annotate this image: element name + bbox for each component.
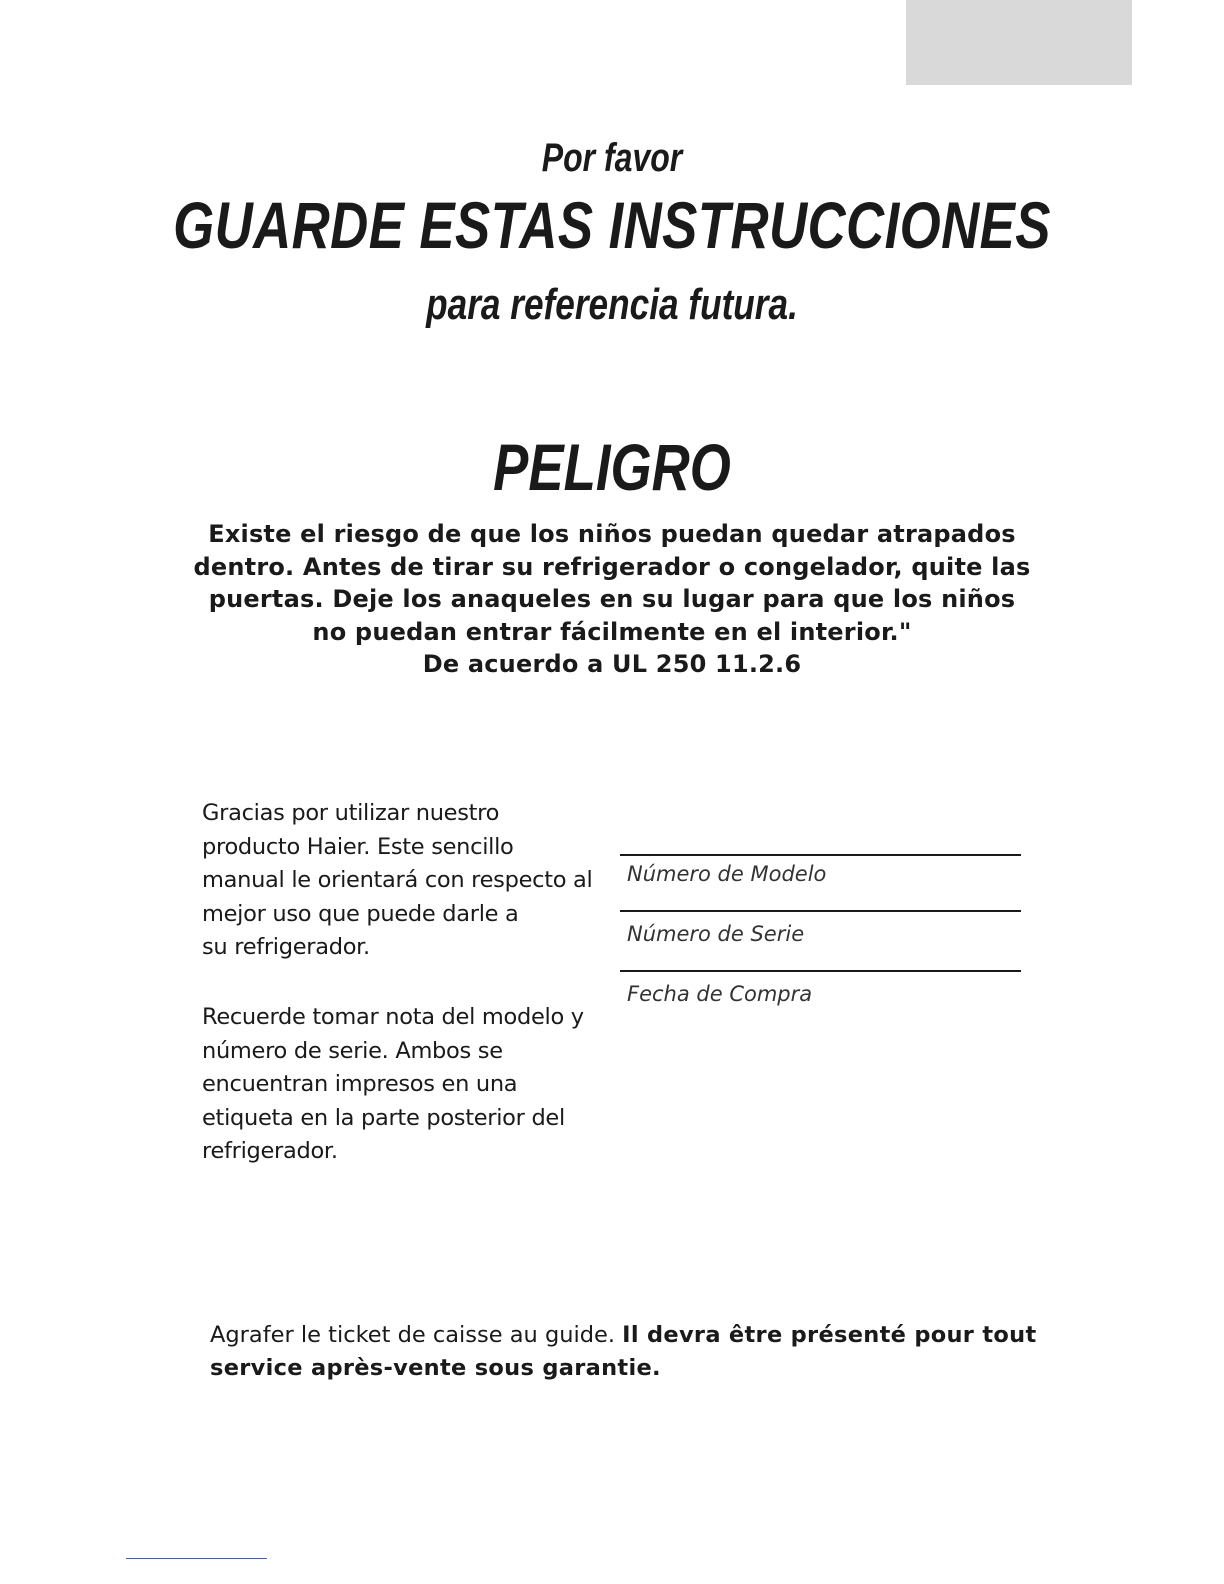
intro-line: número de serie. Ambos se (202, 1037, 503, 1064)
danger-warning-text (180, 518, 1044, 681)
serial-number-rule (620, 910, 1021, 912)
intro-paragraph-model-note (202, 1001, 622, 1169)
warning-line: Existe el riesgo de que los niños puedan quedar atrapados (208, 520, 1016, 548)
model-number-rule (620, 854, 1021, 856)
receipt-note-bold-2: service après-vente sous garantie. (210, 1355, 661, 1381)
receipt-note-bold-1: Il devra être présenté pour tout (622, 1322, 1037, 1348)
header-title: GUARDE ESTAS INSTRUCCIONES (173, 188, 1051, 262)
purchase-date-label: Fecha de Compra (627, 982, 813, 1006)
receipt-note-line-1 (210, 1319, 1037, 1352)
intro-line: mejor uso que puede darle a (202, 900, 519, 927)
warning-line: puertas. Deje los anaqueles en su lugar para que los niños (208, 585, 1016, 613)
page-tab-marker (906, 0, 1132, 85)
warning-line: De acuerdo a UL 250 11.2.6 (422, 650, 802, 678)
intro-line: etiqueta en la parte posterior del (202, 1104, 565, 1131)
warning-line: dentro. Antes de tirar su refrigerador o congelador, quite las (193, 552, 1031, 581)
header-line-referencia: para referencia futura. (426, 280, 798, 329)
intro-line: Gracias por utilizar nuestro (202, 800, 500, 826)
receipt-note-normal: Agrafer le ticket de caisse au guide. (210, 1322, 623, 1348)
purchase-date-rule (620, 970, 1021, 972)
intro-line: encuentran impresos en una (202, 1071, 518, 1098)
receipt-note (210, 1319, 1037, 1385)
bottom-link-underline (126, 1558, 267, 1559)
intro-line: producto Haier. Este sencillo (202, 833, 514, 860)
danger-title: PELIGRO (493, 430, 731, 504)
model-number-label: Número de Modelo (627, 862, 827, 886)
intro-line: su refrigerador. (202, 934, 370, 961)
intro-paragraph-thanks (202, 797, 622, 965)
serial-number-label: Número de Serie (627, 922, 805, 946)
warning-line: no puedan entrar fácilmente en el interior." (312, 617, 912, 646)
intro-line: manual le orientará con respecto al (202, 867, 593, 894)
intro-line: refrigerador. (202, 1138, 338, 1165)
intro-line: Recuerde tomar nota del modelo y (202, 1004, 584, 1030)
header-line-por-favor: Por favor (541, 136, 683, 180)
